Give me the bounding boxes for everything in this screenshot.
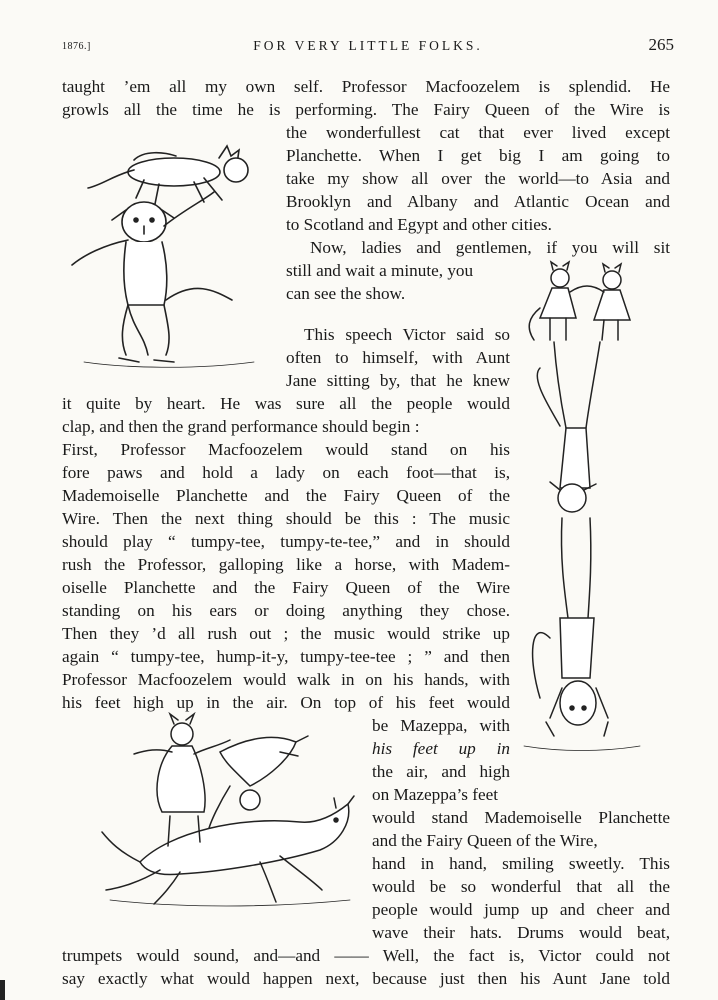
text-line: Brooklyn and Albany and Atlantic Ocean and: [286, 192, 670, 211]
header-year: 1876.]: [62, 41, 91, 52]
text-line: First, Professor Macfoozelem would stand on his: [62, 440, 510, 459]
text-line: fore paws and hold a lady on each foot—that is,: [62, 463, 510, 482]
text-line: Mademoiselle Planchette and the Fairy Queen of the: [62, 486, 510, 505]
text-line: Now, ladies and gentlemen, if you will sit: [310, 238, 670, 257]
text-line: standing on his ears or doing anything they chose.: [62, 601, 510, 620]
text-line: still and wait a minute, you: [286, 261, 474, 280]
text-line: growls all the time he is performing. The Fairy Queen of the Wire is: [62, 100, 670, 119]
text-line: his feet up in: [372, 739, 510, 758]
dog-holding-cat-illustration-icon: [64, 130, 274, 375]
text-line: rush the Professor, galloping like a horse, with Madem-: [62, 555, 510, 574]
running-header: [62, 35, 674, 58]
text-line: and the Fairy Queen of the Wire,: [372, 831, 598, 850]
text-line: people would jump up and cheer and: [372, 900, 670, 919]
text-line: his feet high up in the air. On top of his feet would: [62, 693, 510, 712]
text-line: would stand Mademoiselle Planchette: [372, 808, 670, 827]
text-line: to Scotland and Egypt and other cities.: [286, 215, 552, 234]
text-line: again “ tumpy-tee, hump-it-y, tumpy-tee-tee ; ” and then: [62, 647, 510, 666]
text-line: can see the show.: [286, 284, 406, 303]
text-line: take my show all over the world—to Asia and: [286, 169, 670, 188]
text-line: Professor Macfoozelem would walk in on his hands, with: [62, 670, 510, 689]
text-line: often to himself, with Aunt: [286, 348, 510, 367]
text-line: wave their hats. Drums would beat,: [372, 923, 670, 942]
handstand-tower-illustration-icon: [520, 258, 644, 758]
header-title: FOR VERY LITTLE FOLKS.: [253, 38, 483, 53]
text-line: taught ’em all my own self. Professor Macfoozelem is splendid. He: [62, 77, 670, 96]
text-line: say exactly what would happen next, because just then his Aunt Jane told: [62, 969, 670, 988]
text-line: Jane sitting by, that he knew: [286, 371, 510, 390]
text-line: hand in hand, smiling sweetly. This: [372, 854, 670, 873]
text-line: Then they ’d all rush out ; the music would strike up: [62, 624, 510, 643]
text-line: clap, and then the grand performance should begin :: [62, 417, 420, 436]
page-edge-mark: [0, 980, 5, 1000]
text-line: Planchette. When I get big I am going to: [286, 146, 670, 165]
page-number: 265: [648, 35, 674, 54]
text-line: oiselle Planchette and the Fairy Queen of the Wire: [62, 578, 510, 597]
text-line: the wonderfullest cat that ever lived except: [286, 123, 670, 142]
galloping-dog-with-cats-illustration-icon: [100, 712, 358, 912]
text-line: would be so wonderful that all the: [372, 877, 670, 896]
text-line: be Mazeppa, with: [372, 716, 510, 735]
text-line: This speech Victor said so: [304, 325, 510, 344]
text-line: it quite by heart. He was sure all the people would: [62, 394, 510, 413]
text-line: should play “ tumpy-tee, tumpy-te-tee,” and in should: [62, 532, 510, 551]
text-line: the air, and high: [372, 762, 510, 781]
text-line: Wire. Then the next thing should be this : The music: [62, 509, 510, 528]
text-line: trumpets would sound, and—and —— Well, the fact is, Victor could not: [62, 946, 670, 965]
text-line: on Mazeppa’s feet: [372, 785, 498, 804]
